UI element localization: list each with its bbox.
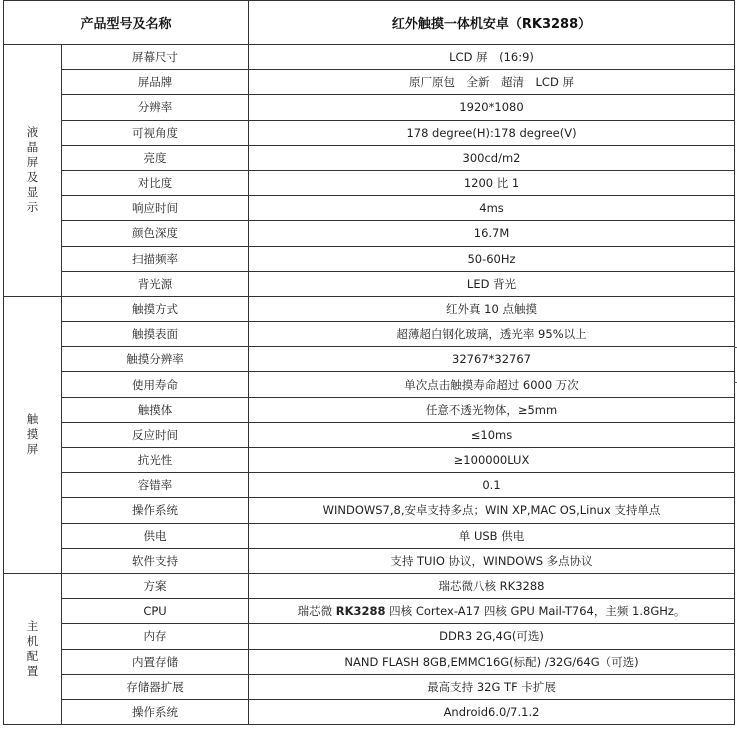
table-row xyxy=(4,624,735,649)
row-value: 超薄超白钢化玻璃，透光率 95%以上 xyxy=(249,322,735,347)
table-row xyxy=(4,473,735,498)
row-value: 单 USB 供电 xyxy=(249,523,735,548)
table-row xyxy=(4,246,735,271)
row-value: 32767*32767 xyxy=(249,347,735,372)
row-value: 1200 比 1 xyxy=(249,170,735,195)
table-row xyxy=(4,599,735,624)
row-name: 内置存储 xyxy=(62,649,249,674)
row-name: 触摸方式 xyxy=(62,296,249,321)
table-row xyxy=(4,271,735,296)
table-row xyxy=(4,448,735,473)
row-name: 操作系统 xyxy=(62,699,249,724)
group-label-display: 液晶屏及显示 xyxy=(4,45,62,297)
row-name: 反应时间 xyxy=(62,422,249,447)
table-row xyxy=(4,347,735,372)
table-row xyxy=(4,120,735,145)
row-value: Android6.0/7.1.2 xyxy=(249,699,735,724)
cpu-value-model: RK3288 xyxy=(335,604,386,619)
row-name: 触摸分辨率 xyxy=(62,347,249,372)
table-row xyxy=(4,145,735,170)
row-value: 最高支持 32G TF 卡扩展 xyxy=(249,674,735,699)
row-value: 4ms xyxy=(249,196,735,221)
row-value: 1920*1080 xyxy=(249,95,735,120)
row-value: 50-60Hz xyxy=(249,246,735,271)
row-name: 操作系统 xyxy=(62,498,249,523)
cpu-value-pre: 瑞芯微 xyxy=(297,604,336,619)
row-value: NAND FLASH 8GB,EMMC16G(标配) /32G/64G（可选) xyxy=(249,649,735,674)
table-row xyxy=(4,221,735,246)
spec-table xyxy=(3,0,735,725)
row-value: 16.7M xyxy=(249,221,735,246)
row-value: 0.1 xyxy=(249,473,735,498)
row-name: 背光源 xyxy=(62,271,249,296)
row-value: 300cd/m2 xyxy=(249,145,735,170)
row-name: 容错率 xyxy=(62,473,249,498)
row-name: 存储器扩展 xyxy=(62,674,249,699)
row-name: 屏品牌 xyxy=(62,70,249,95)
row-name: 可视角度 xyxy=(62,120,249,145)
table-row xyxy=(4,95,735,120)
header-left: 产品型号及名称 xyxy=(4,1,249,45)
header-right: 红外触摸一体机安卓（RK3288） xyxy=(249,1,735,45)
row-value: 红外真 10 点触摸 xyxy=(249,296,735,321)
row-value: 178 degree(H):178 degree(V) xyxy=(249,120,735,145)
row-value: 瑞芯微八核 RK3288 xyxy=(249,573,735,598)
row-name: 亮度 xyxy=(62,145,249,170)
row-name: CPU xyxy=(62,599,249,624)
row-name: 对比度 xyxy=(62,170,249,195)
row-value: LED 背光 xyxy=(249,271,735,296)
row-name: 屏幕尺寸 xyxy=(62,45,249,70)
row-name: 软件支持 xyxy=(62,548,249,573)
row-name: 扫描频率 xyxy=(62,246,249,271)
row-name: 分辨率 xyxy=(62,95,249,120)
row-name: 方案 xyxy=(62,573,249,598)
row-name: 触摸表面 xyxy=(62,322,249,347)
row-name: 内存 xyxy=(62,624,249,649)
table-row xyxy=(4,699,735,724)
table-row xyxy=(4,422,735,447)
table-row xyxy=(4,523,735,548)
table-row xyxy=(4,573,735,598)
table-row xyxy=(4,170,735,195)
table-row xyxy=(4,397,735,422)
row-name: 触摸体 xyxy=(62,397,249,422)
row-name: 颜色深度 xyxy=(62,221,249,246)
table-row xyxy=(4,498,735,523)
row-name: 供电 xyxy=(62,523,249,548)
table-row xyxy=(4,196,735,221)
header-row xyxy=(4,1,735,45)
table-row xyxy=(4,674,735,699)
row-value: WINDOWS7,8,安卓支持多点；WIN XP,MAC OS,Linux 支持单点 xyxy=(249,498,735,523)
table-row xyxy=(4,296,735,321)
row-value: ≤10ms xyxy=(249,422,735,447)
row-value: LCD 屏 (16:9) xyxy=(249,45,735,70)
cpu-value-post: 四核 Cortex-A17 四核 GPU Mail-T764，主频 1.8GHz。 xyxy=(385,604,686,619)
group-label-touch: 触摸屏 xyxy=(4,296,62,573)
table-row xyxy=(4,649,735,674)
row-name: 响应时间 xyxy=(62,196,249,221)
table-row xyxy=(4,322,735,347)
row-value: 支持 TUIO 协议，WINDOWS 多点协议 xyxy=(249,548,735,573)
row-value-cpu xyxy=(249,599,735,624)
row-value: DDR3 2G,4G(可选) xyxy=(249,624,735,649)
row-value: 原厂原包 全新 超清 LCD 屏 xyxy=(249,70,735,95)
row-name: 抗光性 xyxy=(62,448,249,473)
row-value: 单次点击触摸寿命超过 6000 万次 xyxy=(249,372,735,397)
group-label-host: 主机配置 xyxy=(4,573,62,724)
table-row xyxy=(4,70,735,95)
row-name: 使用寿命 xyxy=(62,372,249,397)
table-row xyxy=(4,45,735,70)
table-row xyxy=(4,548,735,573)
table-row xyxy=(4,372,735,397)
row-value: 任意不透光物体，≥5mm xyxy=(249,397,735,422)
row-value: ≥100000LUX xyxy=(249,448,735,473)
